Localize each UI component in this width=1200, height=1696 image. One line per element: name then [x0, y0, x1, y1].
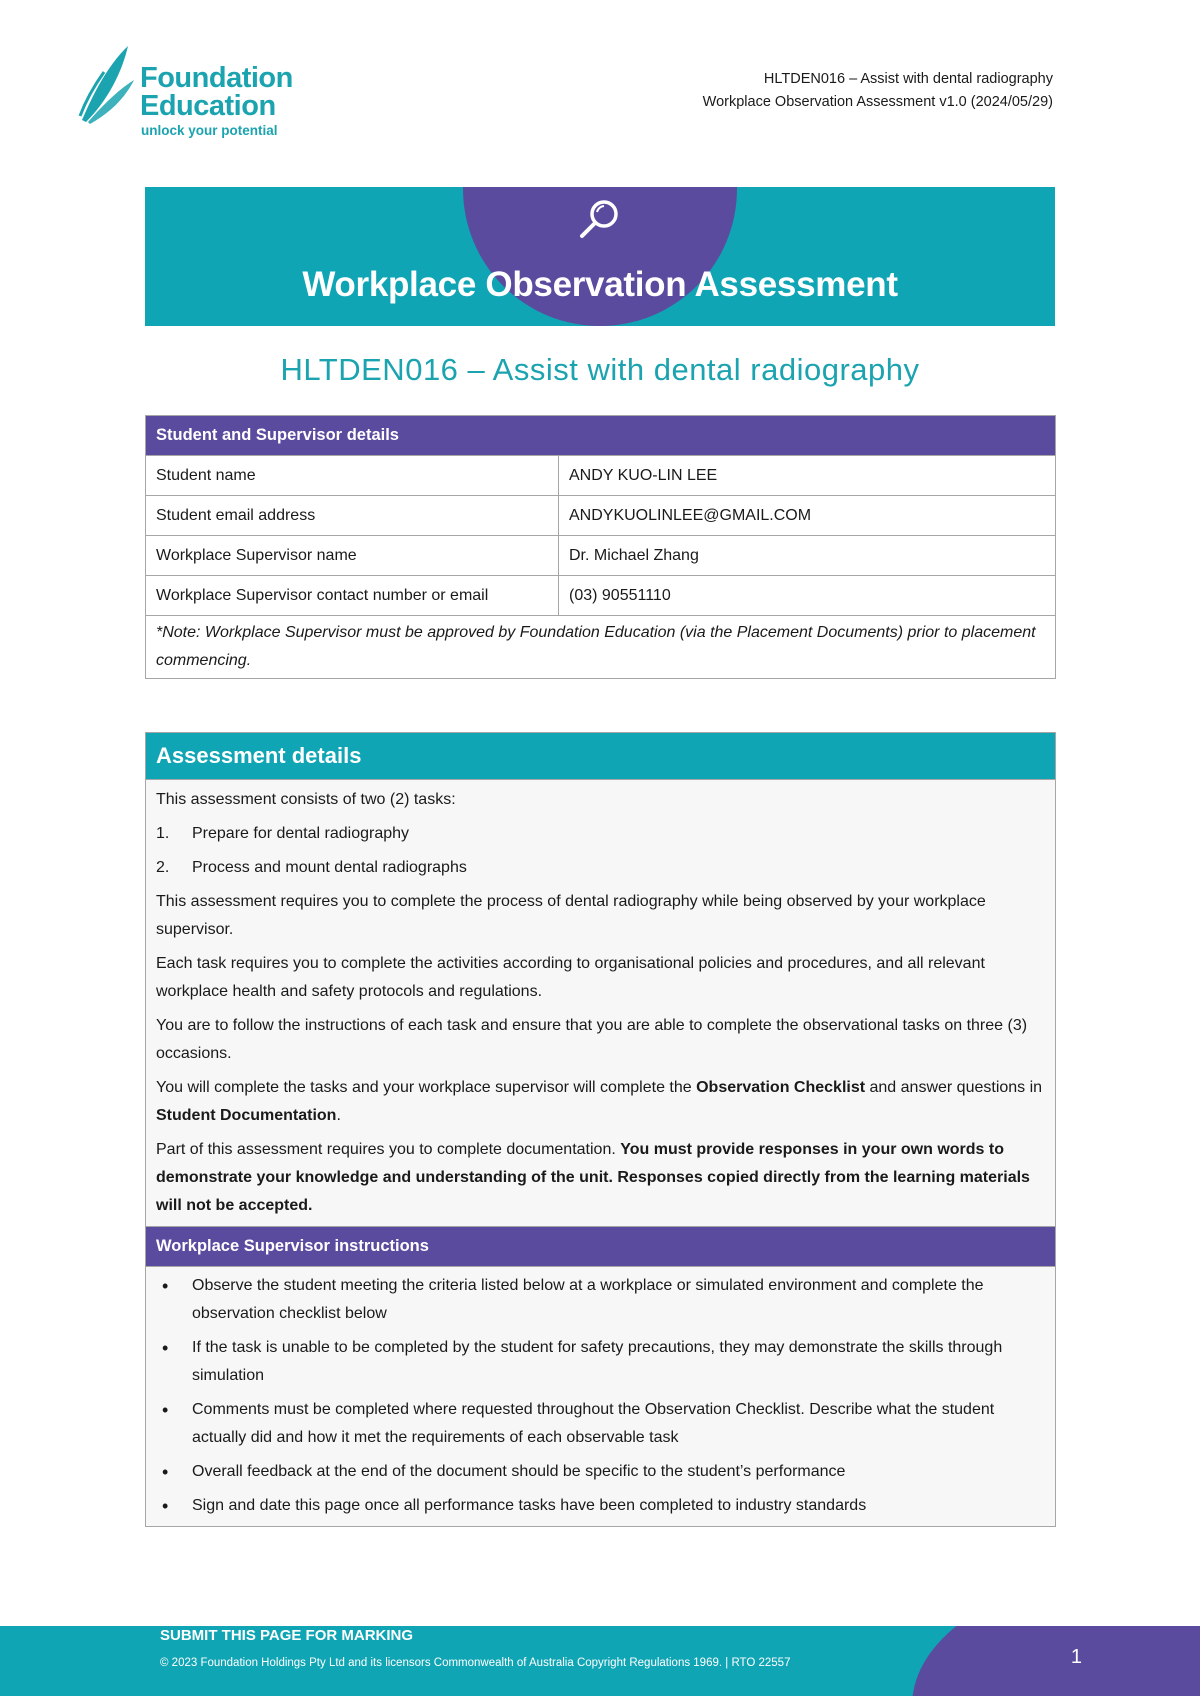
task-text: Process and mount dental radiographs: [192, 859, 467, 876]
student-email-value[interactable]: ANDYKUOLINLEE@GMAIL.COM: [559, 496, 1056, 536]
logo-line-1: Foundation: [140, 62, 293, 94]
task-number: 2.: [156, 859, 170, 876]
header-unit-line: HLTDEN016 – Assist with dental radiography: [763, 71, 1053, 87]
submit-notice: SUBMIT THIS PAGE FOR MARKING: [160, 1627, 414, 1644]
list-item: • If the task is unable to be completed by the student for safety precautions, they may demonstrate the skills through simulation: [156, 1334, 1045, 1390]
task-list: [156, 820, 1045, 882]
list-item: • Observe the student meeting the criteria listed below at a workplace or simulated environment and complete the observation checklist below: [156, 1272, 1045, 1328]
logo-tagline: unlock your potential: [141, 123, 278, 138]
assessment-body: [146, 780, 1056, 1227]
list-item: • Sign and date this page once all performance tasks have been completed to industry standards: [156, 1492, 1045, 1520]
text-run-bold: You must provide responses in your own words to demonstrate your knowledge and understanding of the unit. Responses copied directly from the learning materials will not be accepted.: [156, 1141, 1030, 1214]
supervisor-contact-value[interactable]: (03) 90551110: [559, 576, 1056, 616]
list-item: [156, 820, 1045, 848]
instruction-list: [156, 1272, 1045, 1520]
text-run-bold: Student Documentation: [156, 1107, 337, 1124]
table-row: [146, 536, 1056, 576]
copyright-text: © 2023 Foundation Holdings Pty Ltd and its licensors Commonwealth of Australia Copyright Regulations 1969. | RTO 22557: [160, 1657, 791, 1669]
feather-logo-icon: [78, 42, 140, 124]
page-title: Workplace Observation Assessment: [302, 265, 898, 304]
assessment-paragraph: [156, 1074, 1045, 1130]
header-doc-line: Workplace Observation Assessment v1.0 (2024/05/29): [702, 94, 1053, 110]
text-run: Part of this assessment requires you to complete documentation.: [156, 1141, 621, 1158]
text-run: .: [336, 1107, 341, 1124]
student-name-label: Student name: [146, 456, 559, 496]
magnifier-icon: [577, 196, 623, 242]
supervisor-name-value[interactable]: Dr. Michael Zhang: [559, 536, 1056, 576]
assessment-paragraph: [156, 1136, 1045, 1220]
supervisor-contact-label: Workplace Supervisor contact number or email: [146, 576, 559, 616]
student-supervisor-details-table: [145, 415, 1056, 679]
list-item: [156, 854, 1045, 882]
student-name-value[interactable]: ANDY KUO-LIN LEE: [559, 456, 1056, 496]
assessment-paragraph: Each task requires you to complete the activities according to organisational policies and procedures, and all relevant workplace health and safety protocols and regulations.: [156, 955, 985, 1000]
supervisor-instructions-heading: Workplace Supervisor instructions: [146, 1227, 1056, 1267]
assessment-paragraph: You are to follow the instructions of each task and ensure that you are able to complete the observational tasks on three (3) occasions.: [156, 1017, 1028, 1062]
text-run-bold: Observation Checklist: [696, 1079, 866, 1096]
table-row: [146, 456, 1056, 496]
task-number: 1.: [156, 825, 170, 842]
table-row: [146, 576, 1056, 616]
supervisor-instructions-body: [146, 1267, 1056, 1527]
text-run: You will complete the tasks and your workplace supervisor will complete the: [156, 1079, 697, 1096]
details-heading: Student and Supervisor details: [146, 416, 1056, 456]
unit-title: HLTDEN016 – Assist with dental radiography: [280, 352, 920, 387]
logo-line-2: Education: [140, 90, 276, 122]
page-number: 1: [1070, 1646, 1082, 1668]
assessment-heading: Assessment details: [146, 733, 1056, 780]
list-item: • Comments must be completed where requested throughout the Observation Checklist. Describe what the student actually did and how it met the requirements of each observable task: [156, 1396, 1045, 1452]
list-item: • Overall feedback at the end of the document should be specific to the student’s performance: [156, 1458, 1045, 1486]
document-header: [703, 68, 1053, 114]
assessment-paragraph: This assessment requires you to complete the process of dental radiography while being observed by your workplace supervisor.: [156, 893, 986, 938]
student-email-label: Student email address: [146, 496, 559, 536]
footer-blob: [912, 1626, 1200, 1696]
foundation-education-logo: [78, 42, 318, 142]
assessment-intro: This assessment consists of two (2) tasks:: [156, 791, 456, 808]
text-run: and answer questions in: [865, 1079, 1043, 1096]
table-row: [146, 496, 1056, 536]
task-text: Prepare for dental radiography: [192, 825, 410, 842]
supervisor-name-label: Workplace Supervisor name: [146, 536, 559, 576]
title-banner: [145, 187, 1055, 326]
page-footer: [0, 1626, 1200, 1696]
assessment-details-table: [145, 732, 1056, 1527]
supervisor-approval-note: *Note: Workplace Supervisor must be approved by Foundation Education (via the Placement Documents) prior to placement commencing.: [146, 616, 1056, 679]
